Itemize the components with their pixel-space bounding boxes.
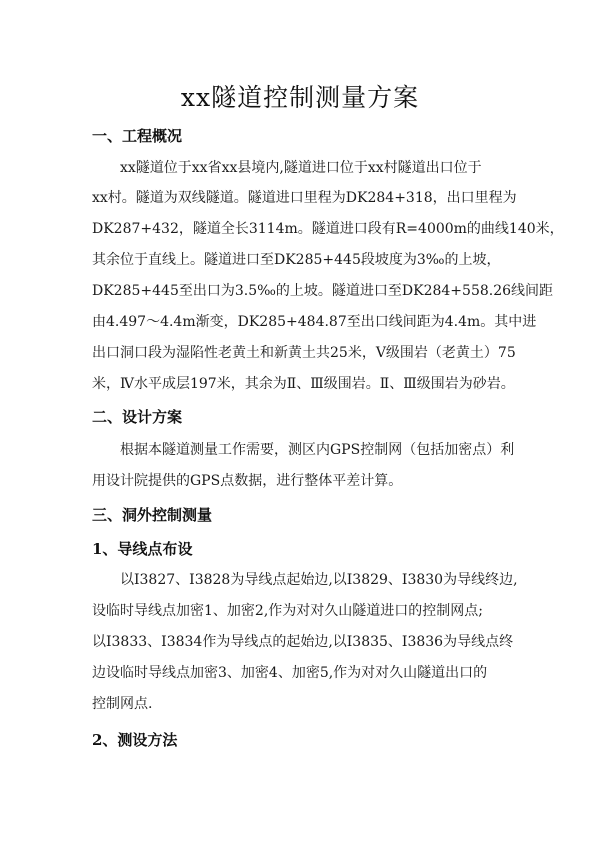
subsection-heading-survey-method: 2、测设方法 xyxy=(92,731,178,749)
paragraph-line: 出口洞口段为湿陷性老黄土和新黄土共25米，Ⅴ级围岩（老黄土）75 xyxy=(92,345,516,361)
paragraph-line: 由4.497～4.4m渐变，DK285+484.87至出口线间距为4.4m。其中进 xyxy=(92,314,537,330)
section-heading-design: 二、设计方案 xyxy=(92,408,183,426)
paragraph-line: 设临时导线点加密1、加密2,作为对对久山隧道进口的控制网点; xyxy=(92,603,483,619)
document-title: xx隧道控制测量方案 xyxy=(180,83,420,112)
paragraph-line: xx村。隧道为双线隧道。隧道进口里程为DK284+318，出口里程为 xyxy=(92,190,517,206)
paragraph-line: 米，Ⅳ水平成层197米，其余为Ⅱ、Ⅲ级围岩。Ⅱ、Ⅲ级围岩为砂岩。 xyxy=(92,376,515,392)
paragraph-line: 用设计院提供的GPS点数据，进行整体平差计算。 xyxy=(92,473,403,489)
paragraph-line: 以I3833、I3834作为导线点的起始边,以I3835、I3836为导线点终 xyxy=(92,634,514,650)
section-heading-control-survey: 三、洞外控制测量 xyxy=(92,506,213,524)
section-heading-overview: 一、工程概况 xyxy=(92,127,183,145)
paragraph-line: 其余位于直线上。隧道进口至DK285+445段坡度为3‰的上坡， xyxy=(92,252,501,268)
subsection-heading-traverse-layout: 1、导线点布设 xyxy=(92,540,193,558)
paragraph-line: 以I3827、I3828为导线点起始边,以I3829、I3830为导线终边, xyxy=(120,572,518,588)
paragraph-line: 边设临时导线点加密3、加密4、加密5,作为对对久山隧道出口的 xyxy=(92,665,488,681)
paragraph-line: 根据本隧道测量工作需要，测区内GPS控制网（包括加密点）利 xyxy=(120,442,515,458)
paragraph-line: DK285+445至出口为3.5‰的上坡。隧道进口至DK284+558.26线间距 xyxy=(92,283,554,299)
paragraph-line: DK287+432，隧道全长3114m。隧道进口段有R=4000m的曲线140米， xyxy=(92,221,564,237)
paragraph-line: 控制网点. xyxy=(92,696,153,712)
paragraph-line: xx隧道位于xx省xx县境内,隧道进口位于xx村隧道出口位于 xyxy=(120,160,482,176)
